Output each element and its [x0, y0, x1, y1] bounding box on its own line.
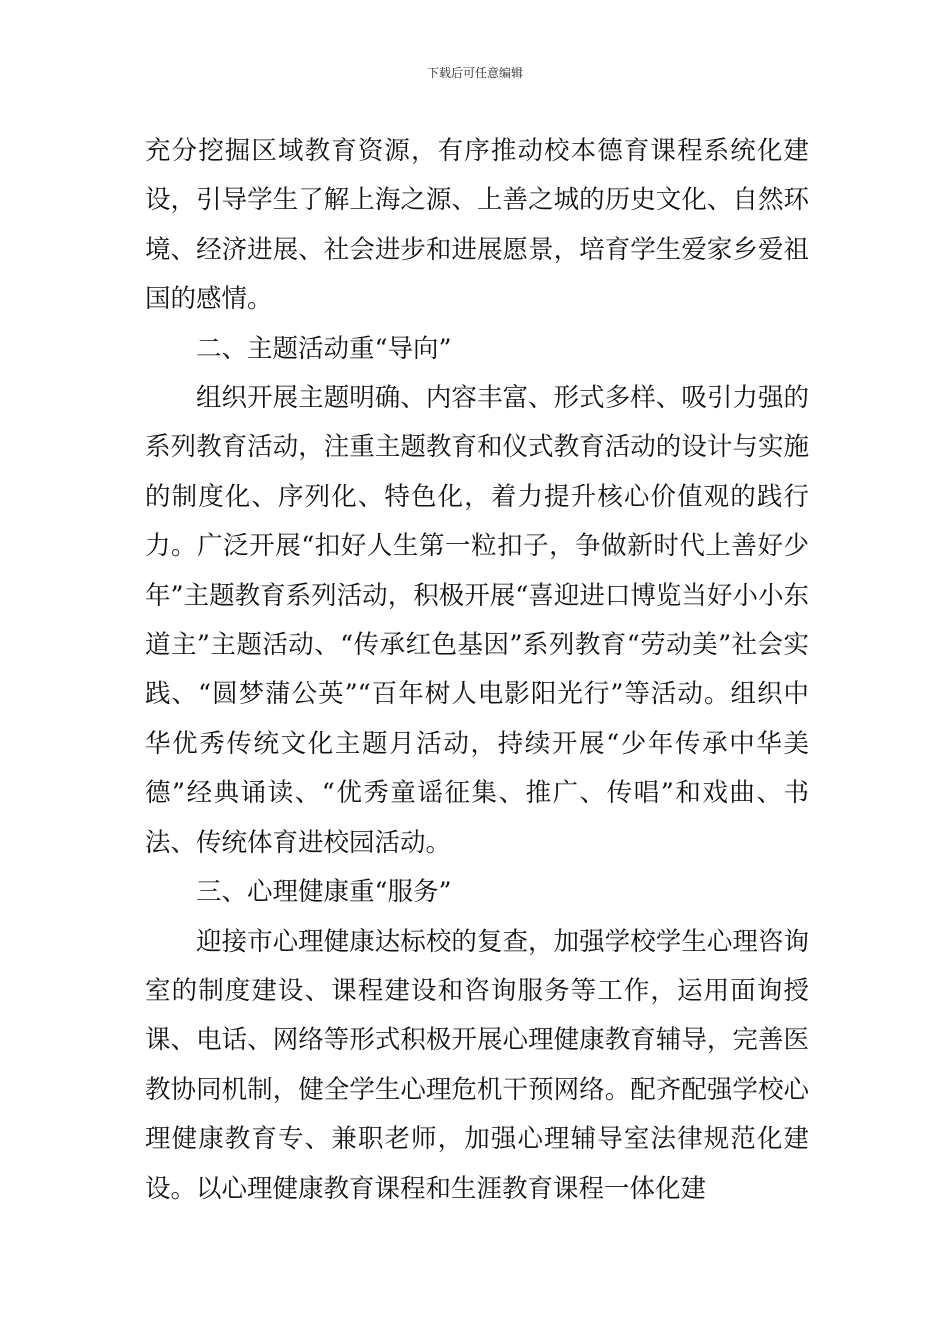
- paragraph-mental-health: 迎接市心理健康达标校的复查，加强学校学生心理咨询室的制度建设、课程建设和咨询服务等工作，运用面询授课、电话、网络等形式积极开展心理健康教育辅导，完善医教协同机制，健全学生心理危机干预网络。配齐配强学校心理健康教育专、兼职老师，加强心理辅导室法律规范化建设。以心理健康教育课程和生涯教育课程一体化建: [145, 926, 809, 1204]
- paragraph-themed-activities: 组织开展主题明确、内容丰富、形式多样、吸引力强的系列教育活动，注重主题教育和仪式教育活动的设计与实施的制度化、序列化、特色化，着力提升核心价值观的践行力。广泛开展“扣好人生第一粒扣子，争做新时代上善好少年”主题教育系列活动，积极开展“喜迎进口博览当好小小东道主”主题活动、“传承红色基因”系列教育“劳动美”社会实践、“圆梦蒲公英”“百年树人电影阳光行”等活动。组织中华优秀传统文化主题月活动，持续开展“少年传承中华美德”经典诵读、“优秀童谣征集、推广、传唱”和戏曲、书法、传统体育进校园活动。: [145, 383, 809, 858]
- document-body: [145, 127, 809, 1214]
- section-heading-3: 三、心理健康重“服务”: [196, 877, 452, 908]
- paragraph-continuation: 充分挖掘区域教育资源，有序推动校本德育课程系统化建设，引导学生了解上海之源、上善之城的历史文化、自然环境、经济进展、社会进步和进展愿景，培育学生爱家乡爱祖国的感情。: [145, 136, 809, 315]
- section-heading-2: 二、主题活动重“导向”: [196, 333, 452, 364]
- page-header-note: 下载后可任意编辑: [426, 66, 523, 80]
